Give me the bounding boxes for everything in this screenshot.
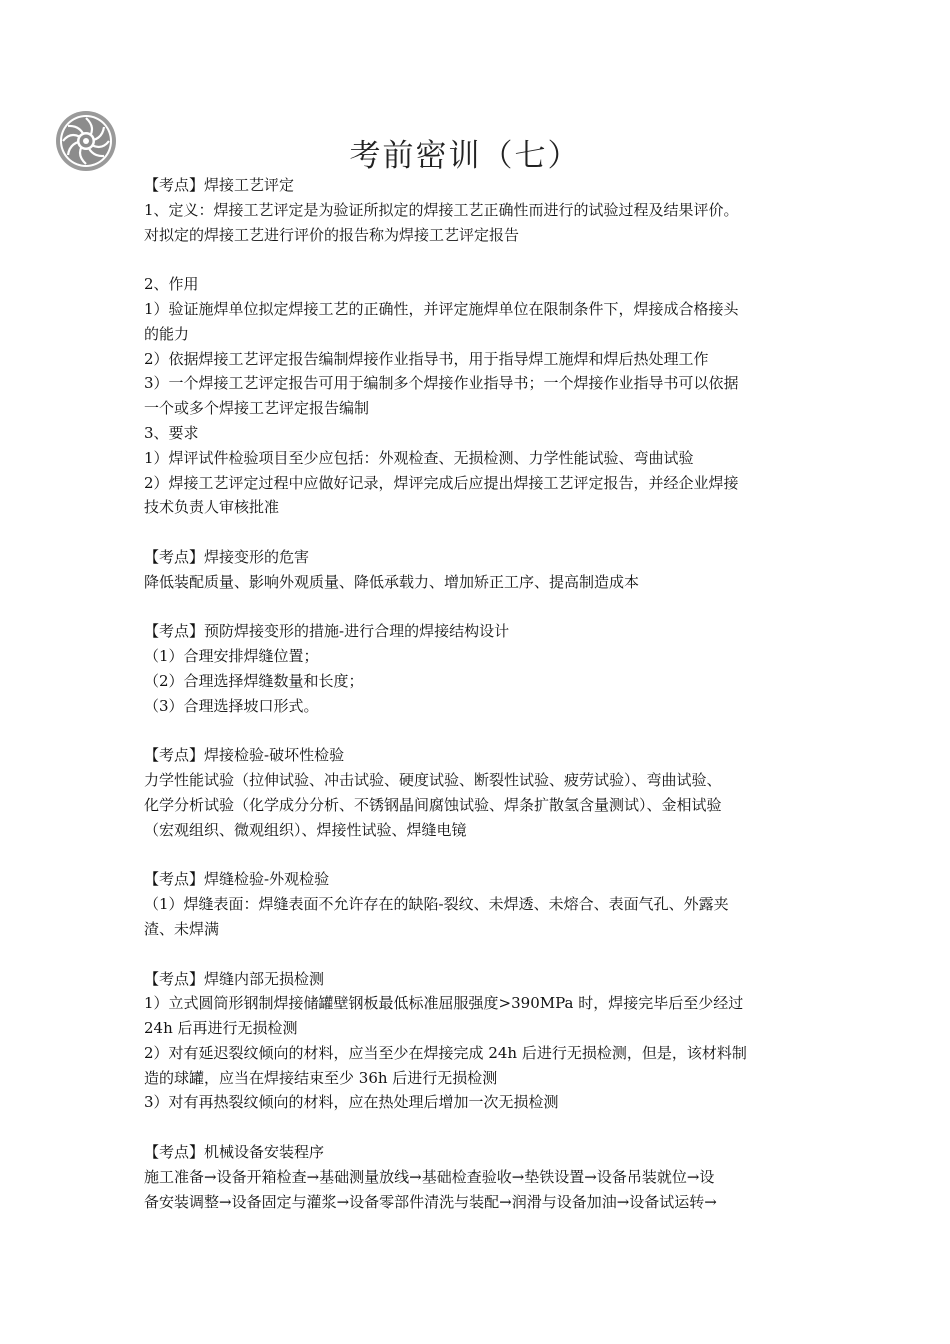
blank-line — [144, 843, 814, 868]
text-line: 3）对有再热裂纹倾向的材料，应在热处理后增加一次无损检测 — [144, 1093, 559, 1112]
text-line: 施工准备→设备开箱检查→基础测量放线→基础检查验收→垫铁设置→设备吊装就位→设 — [144, 1167, 715, 1186]
blank-line — [144, 942, 814, 967]
text-line: 降低装配质量、影响外观质量、降低承载力、增加矫正工序、提高制造成本 — [144, 572, 640, 591]
text-line: 1）验证施焊单位拟定焊接工艺的正确性，并评定施焊单位在限制条件下，焊接成合格接头 — [144, 299, 739, 318]
section-heading: 【考点】焊接检验-破坏性检验 — [144, 746, 345, 765]
text-line: （宏观组织、微观组织）、焊接性试验、焊缝电镜 — [144, 820, 467, 839]
text-line: 造的球罐，应当在焊接结束至少 36h 后进行无损检测 — [144, 1068, 498, 1087]
text-line: （2）合理选择焊缝数量和长度； — [144, 671, 364, 690]
text-line: 2）依据焊接工艺评定报告编制焊接作业指导书，用于指导焊工施焊和焊后热处理工作 — [144, 349, 709, 368]
text-line: 2、作用 — [144, 275, 199, 294]
section-heading: 【考点】焊缝内部无损检测 — [144, 969, 325, 988]
text-line: 化学分析试验（化学成分分析、不锈钢晶间腐蚀试验、焊条扩散氢含量测试）、金相试验 — [144, 795, 722, 814]
section-heading: 【考点】机械设备安装程序 — [144, 1143, 325, 1162]
blank-line — [144, 247, 814, 272]
blank-line — [144, 520, 814, 545]
text-line: 3、要求 — [144, 423, 199, 442]
section-heading: 【考点】焊接工艺评定 — [144, 176, 295, 194]
text-line: 1、定义：焊接工艺评定是为验证所拟定的焊接工艺正确性而进行的试验过程及结果评价。 — [144, 200, 739, 219]
text-line: 24h 后再进行无损检测 — [144, 1019, 298, 1038]
text-line: 2）焊接工艺评定过程中应做好记录，焊评完成后应提出焊接工艺评定报告，并经企业焊接 — [144, 473, 739, 492]
text-line: 技术负责人审核批准 — [144, 498, 280, 517]
text-line: 备安装调整→设备固定与灌浆→设备零部件清洗与装配→润滑与设备加油→设备试运转→ — [144, 1192, 717, 1211]
text-line: 对拟定的焊接工艺进行评价的报告称为焊接工艺评定报告 — [144, 225, 520, 244]
text-line: （3）合理选择坡口形式。 — [144, 696, 319, 715]
page-title: 考前密训（七） — [349, 138, 581, 174]
section-heading: 【考点】焊接变形的危害 — [144, 547, 310, 566]
text-line: 一个或多个焊接工艺评定报告编制 — [144, 399, 370, 418]
section-heading: 【考点】焊缝检验-外观检验 — [144, 870, 330, 889]
blank-line — [144, 1115, 814, 1140]
text-line: 力学性能试验（拉伸试验、冲击试验、硬度试验、断裂性试验、疲劳试验）、弯曲试验、 — [144, 771, 722, 790]
text-line: 1）立式圆筒形钢制焊接储罐壁钢板最低标准屈服强度>390MPa 时，焊接完毕后至少经过 — [144, 994, 744, 1013]
text-line: 的能力 — [144, 324, 190, 343]
document-body — [144, 173, 814, 1214]
text-line: 3）一个焊接工艺评定报告可用于编制多个焊接作业指导书；一个焊接作业指导书可以依据 — [144, 374, 739, 393]
section-heading: 【考点】预防焊接变形的措施-进行合理的焊接结构设计 — [144, 622, 510, 641]
text-line: 渣、未焊满 — [144, 919, 220, 938]
blank-line — [144, 719, 814, 744]
text-line: 1）焊评试件检验项目至少应包括：外观检查、无损检测、力学性能试验、弯曲试验 — [144, 448, 694, 467]
blank-line — [144, 595, 814, 620]
text-line: （1）焊缝表面：焊缝表面不允许存在的缺陷-裂纹、未焊透、未熔合、表面气孔、外露夹 — [144, 895, 729, 914]
text-line: （1）合理安排焊缝位置； — [144, 647, 319, 666]
text-line: 2）对有延迟裂纹倾向的材料，应当至少在焊接完成 24h 后进行无损检测，但是，该材料制 — [144, 1043, 747, 1062]
